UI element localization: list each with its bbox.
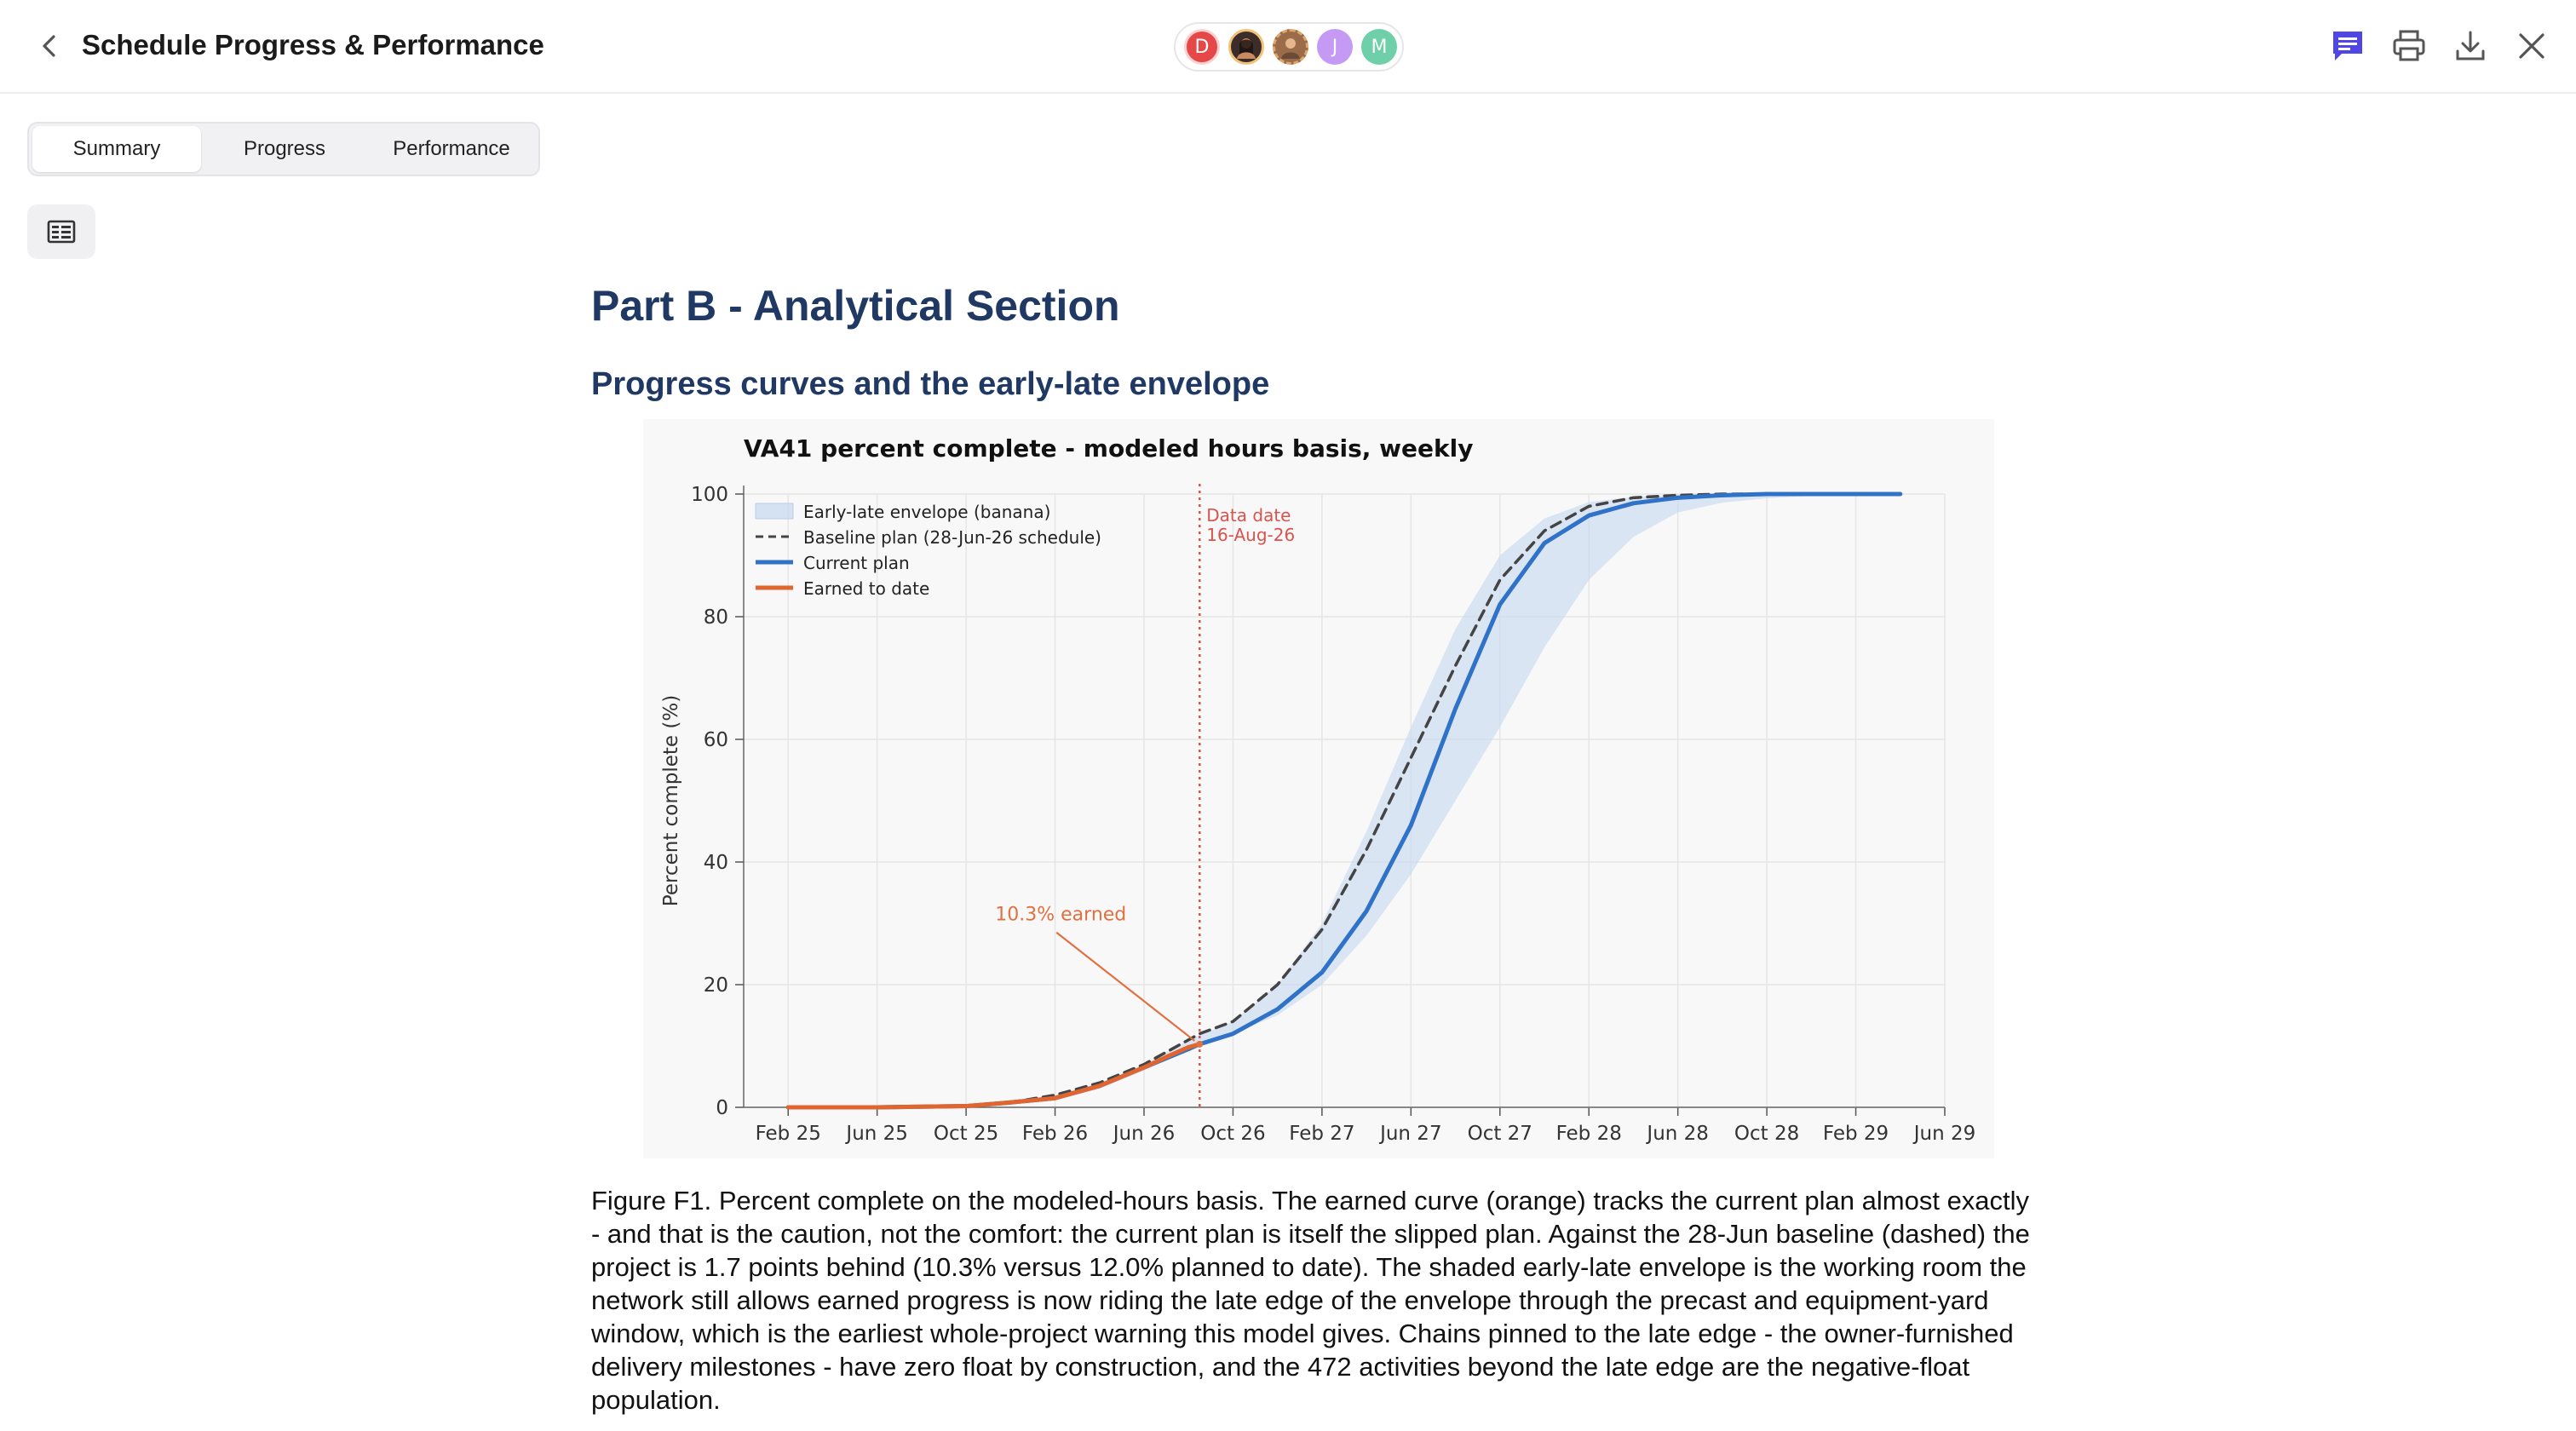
envelope-band [788, 494, 1900, 1107]
tab-progress[interactable]: Progress [243, 137, 326, 160]
close-button[interactable] [2513, 24, 2550, 68]
x-tick-label: Feb 27 [1289, 1123, 1355, 1145]
y-axis-label: Percent complete (%) [660, 694, 682, 907]
legend-entry: Earned to date [803, 578, 930, 599]
figure-caption: Figure F1. Percent complete on the modeled-hours basis. The earned curve (orange) tracks the current plan almost exactly - and that is the caution, not the comfort: the current plan is itself the slipped plan. Against the 28-Jun baseline (dashed) the project is 1.7 points behind (10.3% versus 12.0% planned to date). The shaded early-late envelope is the working room the network still allows earned progress is now riding the late edge of the envelope through the precast and equipment-yard window, which is the earliest whole-project warning this model gives. Chains pinned to the late edge - the owner-furnished delivery milestones - have zero float by construction, and the 472 activities beyond the late edge are the negative-float population. [591, 1186, 2030, 1415]
toc-toggle-button[interactable] [27, 204, 95, 259]
legend-entry: Current plan [803, 553, 910, 573]
progress-chart [643, 419, 1994, 1158]
toolbar-actions [2329, 24, 2550, 68]
comments-button[interactable] [2329, 24, 2366, 68]
chevron-left-icon [40, 34, 59, 58]
tab-summary[interactable]: Summary [32, 126, 201, 172]
person-icon [1233, 34, 1259, 60]
annotation-arrow [1056, 933, 1194, 1041]
x-tick-label: Feb 28 [1555, 1123, 1622, 1145]
y-tick-label: 0 [716, 1097, 728, 1119]
section-heading: Part B - Analytical Section [591, 282, 1120, 330]
progress-chart-svg [643, 419, 1994, 1158]
top-bar [0, 0, 2576, 94]
current-plan-series-line [788, 494, 1900, 1107]
x-tick-label: Feb 29 [1822, 1123, 1889, 1145]
x-tick-label: Feb 26 [1021, 1123, 1089, 1145]
print-icon [2391, 28, 2427, 64]
x-tick-label: Jun 27 [1380, 1123, 1442, 1145]
x-tick-label: Jun 29 [1913, 1123, 1976, 1145]
x-tick-label: Jun 26 [1113, 1123, 1176, 1145]
data-date-value: 16-Aug-26 [1206, 525, 1296, 545]
avatar[interactable]: M [1361, 29, 1397, 65]
view-tabs [27, 122, 540, 176]
x-tick-label: Oct 25 [933, 1123, 999, 1145]
download-button[interactable] [2452, 24, 2489, 68]
table-of-contents-icon [47, 220, 76, 244]
x-tick-label: Oct 28 [1734, 1123, 1800, 1145]
x-tick-label: Jun 28 [1647, 1123, 1709, 1145]
avatar[interactable]: D [1184, 29, 1220, 65]
close-icon [2514, 28, 2550, 64]
comments-icon [2330, 28, 2366, 64]
collaborator-avatars[interactable] [1174, 22, 1404, 72]
x-tick-label: Jun 25 [846, 1123, 908, 1145]
y-tick-label: 100 [691, 484, 728, 506]
person-icon [1278, 34, 1303, 60]
annotation-point [1196, 1041, 1203, 1048]
x-tick-label: Feb 25 [755, 1123, 821, 1145]
legend-entry: Early-late envelope (banana) [803, 502, 1051, 522]
page-title: Schedule Progress & Performance [82, 29, 544, 60]
y-tick-label: 80 [703, 606, 728, 629]
earned-series-line [788, 1044, 1199, 1107]
print-button[interactable] [2390, 24, 2428, 68]
avatar[interactable] [1228, 29, 1264, 65]
x-tick-label: Oct 27 [1467, 1123, 1532, 1145]
section-subheading: Progress curves and the early-late envelope [591, 366, 1270, 402]
chart-title: VA41 percent complete - modeled hours basis, weekly [744, 434, 1474, 463]
legend-swatch [756, 503, 793, 519]
baseline-series-line [788, 494, 1900, 1107]
y-tick-label: 60 [703, 729, 728, 751]
x-tick-label: Oct 26 [1200, 1123, 1266, 1145]
avatar[interactable]: J [1317, 29, 1353, 65]
y-tick-label: 20 [703, 974, 728, 997]
legend-entry: Baseline plan (28-Jun-26 schedule) [803, 527, 1101, 548]
y-tick-label: 40 [703, 852, 728, 874]
download-icon [2452, 28, 2488, 64]
back-button[interactable] [29, 26, 70, 66]
avatar[interactable] [1273, 29, 1308, 65]
tab-performance[interactable]: Performance [393, 137, 510, 160]
data-date-label: Data date [1206, 505, 1291, 526]
annotation-label: 10.3% earned [995, 904, 1127, 926]
